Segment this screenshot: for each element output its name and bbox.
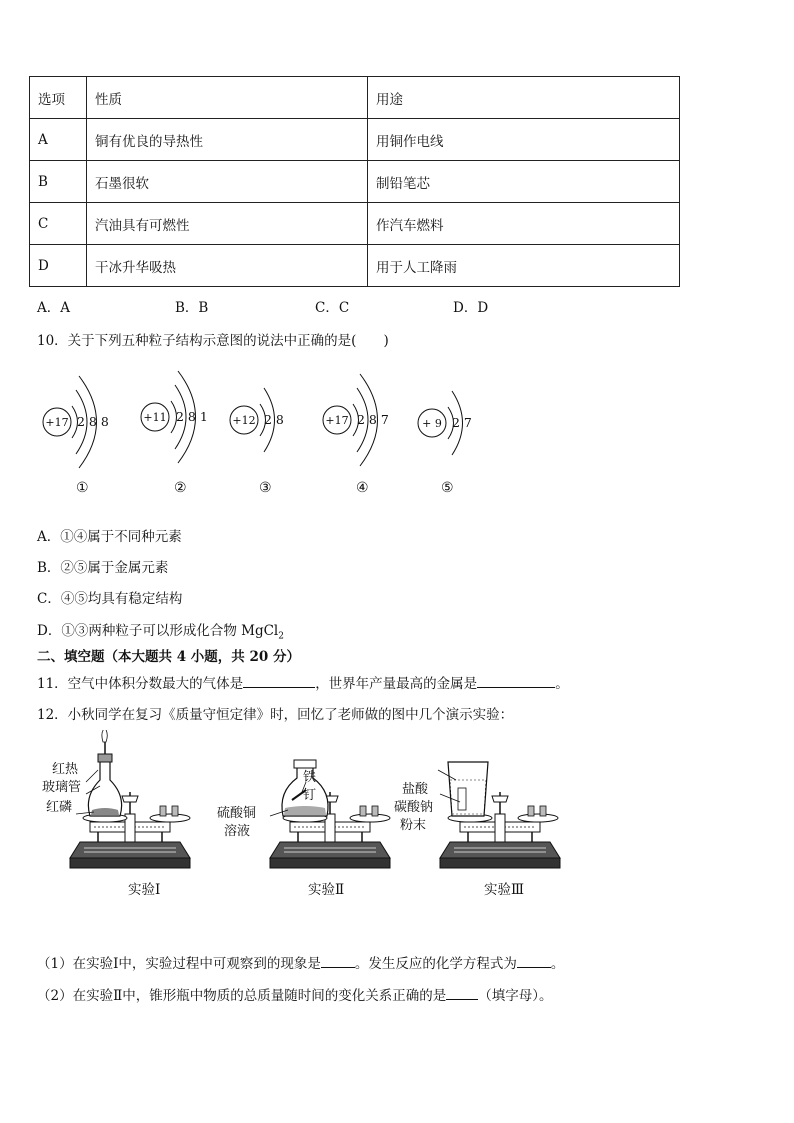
label-red-hot: 红热 <box>52 762 79 777</box>
q9-choice-c: C．C <box>315 300 350 316</box>
table-cell: 用铜作电线 <box>368 119 680 161</box>
table-cell: 石墨很软 <box>87 161 368 203</box>
q12-sub2-b: （填字母）。 <box>478 988 553 1004</box>
table-row <box>30 161 680 203</box>
label-red-phosphorus: 红磷 <box>46 800 73 815</box>
caption-experiment-3: 实验Ⅲ <box>484 882 525 898</box>
experiment-1-apparatus <box>70 730 190 868</box>
q12-sub2-a: （2）在实验Ⅱ中，锥形瓶中物质的总质量随时间的变化关系正确的是 <box>37 988 447 1004</box>
atom-label-4: ④ <box>356 480 369 496</box>
properties-table <box>29 76 680 287</box>
table-row <box>30 119 680 161</box>
subscript: 2 <box>278 631 284 642</box>
atom-label-5: ⑤ <box>441 480 454 496</box>
nucleus-charge: +17 <box>325 414 349 427</box>
q9-choice-d: D．D <box>453 300 489 316</box>
label-powder: 粉末 <box>400 818 427 833</box>
atom-diagram-5 <box>418 391 472 455</box>
q11-part2: ，世界年产量最高的金属是 <box>315 676 478 692</box>
header-cell: 性质 <box>87 77 368 119</box>
q12-stem: 12．小秋同学在复习《质量守恒定律》时，回忆了老师做的图中几个演示实验： <box>37 707 514 723</box>
table-row <box>30 203 680 245</box>
electron-config: 2 8 <box>264 412 284 427</box>
q9-choice-a: A．A <box>37 300 70 316</box>
answer-blank[interactable] <box>321 953 355 968</box>
label-iron: 铁 <box>303 770 317 785</box>
table-cell: A <box>30 119 87 161</box>
label-copper-sulfate: 硫酸铜 <box>217 806 257 821</box>
electron-config: 2 8 8 <box>77 414 109 429</box>
q11-text <box>37 672 569 692</box>
answer-blank[interactable] <box>517 953 551 968</box>
experiment-2-apparatus <box>270 760 390 868</box>
q10-stem: 10．关于下列五种粒子结构示意图的说法中正确的是( ) <box>37 333 389 349</box>
table-cell: 用于人工降雨 <box>368 245 680 287</box>
label-solution: 溶液 <box>224 824 251 839</box>
atom-label-3: ③ <box>259 480 272 496</box>
atom-diagram-4 <box>323 374 389 466</box>
q12-sub1 <box>37 952 564 972</box>
atom-diagram-2 <box>141 371 208 463</box>
nucleus-charge: +11 <box>143 411 167 424</box>
option-d-text: D．①③两种粒子可以形成化合物 MgCl <box>37 623 279 639</box>
electron-config: 2 7 <box>452 415 472 430</box>
table-cell: 作汽车燃料 <box>368 203 680 245</box>
q12-sub1-a: （1）在实验Ⅰ中，实验过程中可观察到的现象是 <box>37 956 321 972</box>
q11-part1: 11．空气中体积分数最大的气体是 <box>37 676 244 692</box>
atom-diagram-1 <box>43 376 109 468</box>
nucleus-charge: +17 <box>45 416 69 429</box>
answer-blank[interactable] <box>477 673 555 688</box>
table-cell: 铜有优良的导热性 <box>87 119 368 161</box>
nucleus-charge: + 9 <box>422 417 442 430</box>
header-cell: 用途 <box>368 77 680 119</box>
atom-label-1: ① <box>76 480 89 496</box>
answer-blank[interactable] <box>446 985 478 1000</box>
q10-option-d <box>37 619 284 642</box>
experiment-3-apparatus <box>438 762 560 868</box>
q10-option-b: B．②⑤属于金属元素 <box>37 560 169 576</box>
caption-experiment-1: 实验Ⅰ <box>128 882 161 898</box>
q12-sub1-b: 。发生反应的化学方程式为 <box>354 956 517 972</box>
q12-sub1-c: 。 <box>550 956 565 972</box>
q12-sub2 <box>37 984 553 1004</box>
label-glass-tube: 玻璃管 <box>42 780 82 795</box>
label-nail: 钉 <box>303 788 317 803</box>
table-row <box>30 245 680 287</box>
q10-option-a: A．①④属于不同种元素 <box>37 529 182 545</box>
caption-experiment-2: 实验Ⅱ <box>308 882 345 898</box>
atom-diagram-3 <box>230 388 284 452</box>
q11-part3: 。 <box>555 676 569 692</box>
header-cell: 选项 <box>30 77 87 119</box>
label-sodium-carbonate: 碳酸钠 <box>394 800 434 815</box>
section-heading: 二、填空题（本大题共 4 小题，共 20 分） <box>37 649 300 665</box>
table-cell: D <box>30 245 87 287</box>
table-cell: 干冰升华吸热 <box>87 245 368 287</box>
q10-option-c: C．④⑤均具有稳定结构 <box>37 591 183 607</box>
electron-config: 2 8 7 <box>357 412 389 427</box>
table-cell: 汽油具有可燃性 <box>87 203 368 245</box>
nucleus-charge: +12 <box>232 414 256 427</box>
table-header-row <box>30 77 680 119</box>
atom-label-2: ② <box>174 480 187 496</box>
label-hydrochloric-acid: 盐酸 <box>402 782 429 797</box>
table-cell: 制铅笔芯 <box>368 161 680 203</box>
q9-choice-b: B．B <box>175 300 209 316</box>
table-cell: B <box>30 161 87 203</box>
electron-config: 2 8 1 <box>176 409 208 424</box>
atomic-structure-diagrams <box>0 360 794 470</box>
table-cell: C <box>30 203 87 245</box>
answer-blank[interactable] <box>243 673 315 688</box>
